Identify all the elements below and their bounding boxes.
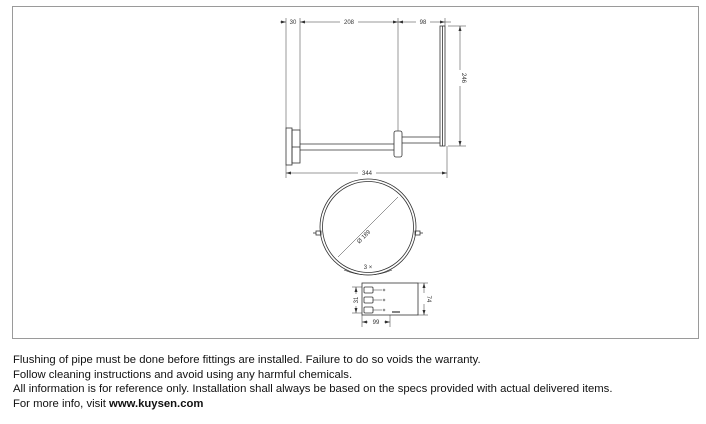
dim-offset: 98 [419, 20, 427, 26]
bracket-mid [364, 297, 373, 303]
dim-diameter: Ø 189 [356, 229, 373, 246]
bracket-bottom [364, 307, 373, 313]
dim-base-width: 99 [372, 320, 380, 326]
note-more-info [13, 397, 693, 412]
note-flushing: Flushing of pipe must be done before fittings are installed. Failure to do so voids the warranty. [13, 354, 481, 366]
note-cleaning: Follow cleaning instructions and avoid using any harmful chemicals. [13, 368, 353, 381]
base-view [352, 283, 428, 327]
diameter-line [338, 197, 398, 257]
installation-notes [13, 353, 693, 411]
website-link[interactable]: www.kuysen.com [109, 397, 204, 410]
dim-overall-length: 344 [361, 171, 373, 177]
dim-arm-length: 208 [343, 20, 355, 26]
wall-flange [292, 130, 300, 163]
arm-joint [394, 131, 402, 157]
wall-plate [286, 128, 292, 165]
dim-base-total: 74 [425, 295, 431, 303]
bracket-top [364, 287, 373, 293]
dim-base-height: 31 [354, 296, 360, 304]
base-plate [362, 283, 418, 315]
front-view [313, 179, 423, 275]
dim-height: 246 [460, 72, 466, 84]
dim-wall-depth: 30 [289, 20, 297, 26]
note-reference: All information is for reference only. Installation shall always be based on the specs provided with actual delivered items. [13, 383, 613, 396]
side-view [280, 18, 466, 178]
magnification-label: 3 × [363, 265, 373, 271]
note-more-info-prefix: For more info, visit [13, 397, 110, 410]
